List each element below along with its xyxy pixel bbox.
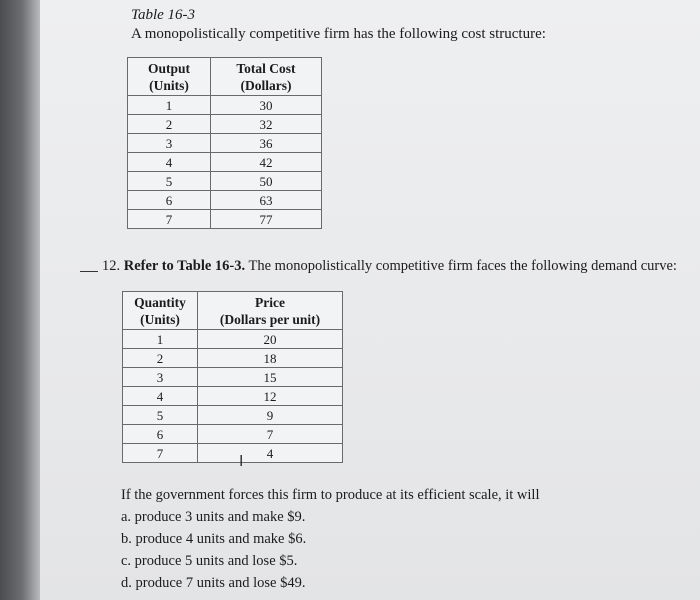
cell-price: 7 — [198, 425, 343, 444]
table-row — [123, 349, 343, 368]
table-row — [123, 425, 343, 444]
header-line: Price — [255, 295, 285, 310]
cell-quantity: 3 — [123, 368, 198, 387]
table-description: A monopolistically competitive firm has the following cost structure: — [131, 26, 546, 42]
cell-output: 7 — [128, 210, 211, 229]
header-line: Output — [147, 61, 191, 76]
table-row — [128, 153, 322, 172]
cell-quantity: 4 — [123, 387, 198, 406]
table-header-row — [128, 58, 322, 96]
question-prompt — [102, 258, 677, 275]
cell-quantity: 2 — [123, 349, 198, 368]
question-reference: Refer to Table 16-3. — [123, 258, 246, 274]
cell-total-cost: 30 — [211, 96, 322, 115]
table-row — [128, 210, 322, 229]
cost-table — [127, 57, 322, 229]
cell-total-cost: 32 — [211, 115, 322, 134]
cell-price: 9 — [198, 406, 343, 425]
cell-price: 20 — [198, 330, 343, 349]
table-row — [128, 134, 322, 153]
cell-total-cost: 77 — [211, 210, 322, 229]
header-price — [198, 292, 343, 330]
cell-price: 18 — [198, 349, 343, 368]
desk-edge — [0, 0, 40, 600]
table-row — [128, 172, 322, 191]
answer-option-b[interactable]: b. produce 4 units and make $6. — [121, 531, 307, 547]
header-line: (Dollars) — [240, 78, 292, 93]
cell-total-cost: 42 — [211, 153, 322, 172]
table-row — [123, 368, 343, 387]
demand-table — [122, 291, 343, 463]
table-row — [123, 387, 343, 406]
cell-total-cost: 63 — [211, 191, 322, 210]
answer-option-a[interactable]: a. produce 3 units and make $9. — [121, 509, 306, 525]
cell-quantity: 6 — [123, 425, 198, 444]
cell-total-cost: 50 — [211, 172, 322, 191]
table-row — [128, 96, 322, 115]
cell-quantity: 5 — [123, 406, 198, 425]
cell-quantity: 7 — [123, 444, 198, 463]
cell-output: 2 — [128, 115, 211, 134]
cell-output: 3 — [128, 134, 211, 153]
answer-option-d[interactable]: d. produce 7 units and lose $49. — [121, 575, 306, 591]
cell-output: 6 — [128, 191, 211, 210]
cell-quantity: 1 — [123, 330, 198, 349]
header-output — [128, 58, 211, 96]
question-text: The monopolistically competitive firm faces the following demand curve: — [248, 258, 677, 274]
table-row — [123, 406, 343, 425]
cell-output: 4 — [128, 153, 211, 172]
header-line: (Dollars per unit) — [219, 312, 321, 327]
answer-option-c[interactable]: c. produce 5 units and lose $5. — [121, 553, 298, 569]
cell-output: 1 — [128, 96, 211, 115]
table-row — [123, 444, 343, 463]
cell-price: 12 — [198, 387, 343, 406]
cell-total-cost: 36 — [211, 134, 322, 153]
table-row — [123, 330, 343, 349]
header-total-cost — [211, 58, 322, 96]
table-header-row — [123, 292, 343, 330]
table-row — [128, 191, 322, 210]
table-row — [128, 115, 322, 134]
header-line: (Units) — [140, 312, 180, 327]
cell-price: 4 — [198, 444, 343, 463]
table-title: Table 16-3 — [131, 7, 196, 23]
answer-blank — [80, 271, 98, 272]
header-quantity — [123, 292, 198, 330]
header-line: (Units) — [149, 78, 189, 93]
question-number: 12. — [102, 258, 121, 274]
text-cursor-icon: I — [239, 452, 244, 470]
cell-output: 5 — [128, 172, 211, 191]
header-line: Quantity — [134, 295, 186, 310]
cell-price: 15 — [198, 368, 343, 387]
header-line: Total Cost — [236, 61, 296, 76]
question-stem: If the government forces this firm to produce at its efficient scale, it will — [121, 487, 540, 503]
